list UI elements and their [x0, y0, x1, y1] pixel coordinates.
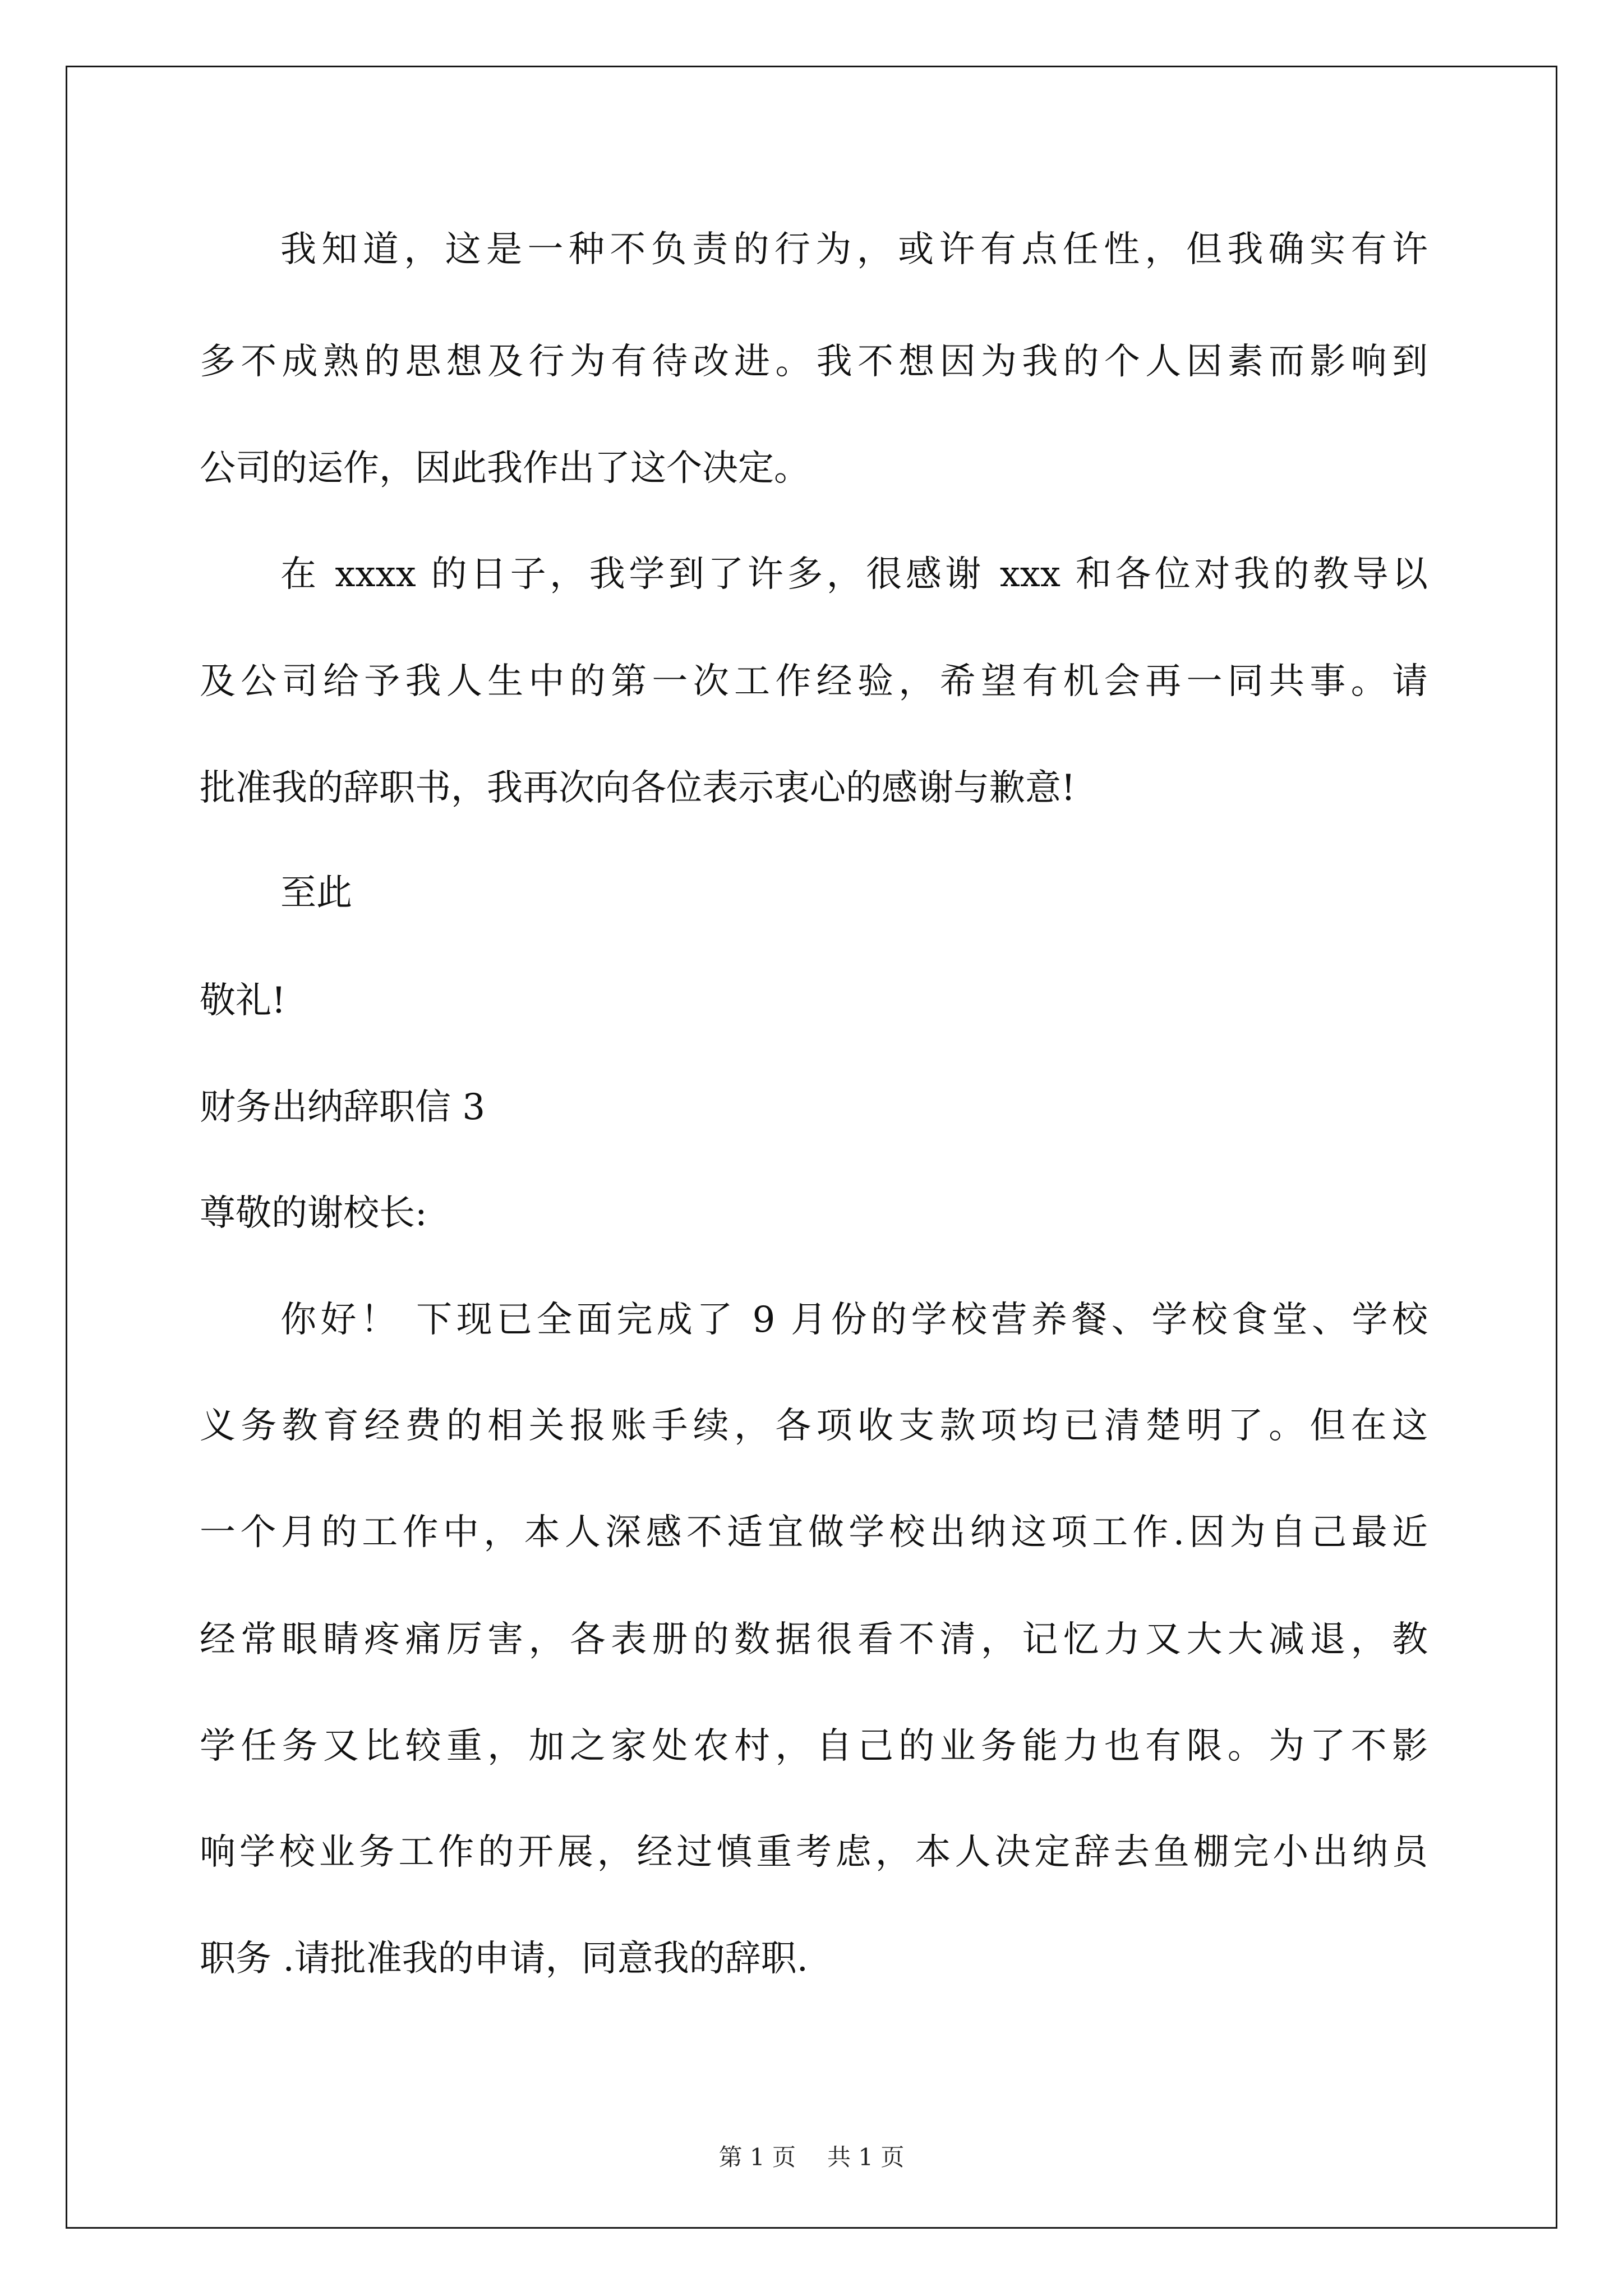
page-total: 共 1 页: [827, 2143, 905, 2171]
paragraph-line: 批准我的辞职书，我再次向各位表示衷心的感谢与歉意!: [200, 767, 1076, 809]
paragraph-line: 学任务又比较重，加之家处农村，自己的业务能力也有限。为了不影: [200, 1726, 1428, 1767]
paragraph-line: 你好！ 下现已全面完成了 9 月份的学校营养餐、学校食堂、学校: [280, 1299, 1428, 1341]
paragraph-line: 经常眼睛疼痛厉害，各表册的数据很看不清，记忆力又大大减退，教: [200, 1619, 1428, 1660]
closing-line: 至此: [280, 872, 352, 914]
paragraph-line: 在 xxxx 的日子，我学到了许多，很感谢 xxx 和各位对我的教导以: [280, 554, 1428, 595]
page-footer: [0, 2143, 1623, 2171]
section-heading: 财务出纳辞职信 3: [200, 1087, 486, 1128]
page-border: [66, 66, 1557, 2229]
paragraph-line: 及公司给予我人生中的第一次工作经验，希望有机会再一同共事。请: [200, 661, 1428, 702]
salutation-line: 敬礼!: [200, 980, 286, 1022]
paragraph-line: 一个月的工作中，本人深感不适宜做学校出纳这项工作.因为自己最近: [200, 1512, 1428, 1553]
greeting-line: 尊敬的谢校长:: [200, 1193, 427, 1234]
paragraph-line: 职务 .请批准我的申请，同意我的辞职.: [200, 1938, 809, 1980]
paragraph-line: 义务教育经费的相关报账手续，各项收支款项均已清楚明了。但在这: [200, 1405, 1428, 1447]
page-number: 第 1 页: [718, 2143, 796, 2171]
paragraph-line: 响学校业务工作的开展，经过慎重考虑，本人决定辞去鱼棚完小出纳员: [200, 1832, 1428, 1873]
paragraph-line: 公司的运作，因此我作出了这个决定。: [200, 448, 810, 489]
paragraph-line: 多不成熟的思想及行为有待改进。我不想因为我的个人因素而影响到: [200, 341, 1428, 383]
paragraph-line: 我知道，这是一种不负责的行为，或许有点任性，但我确实有许: [280, 229, 1428, 270]
